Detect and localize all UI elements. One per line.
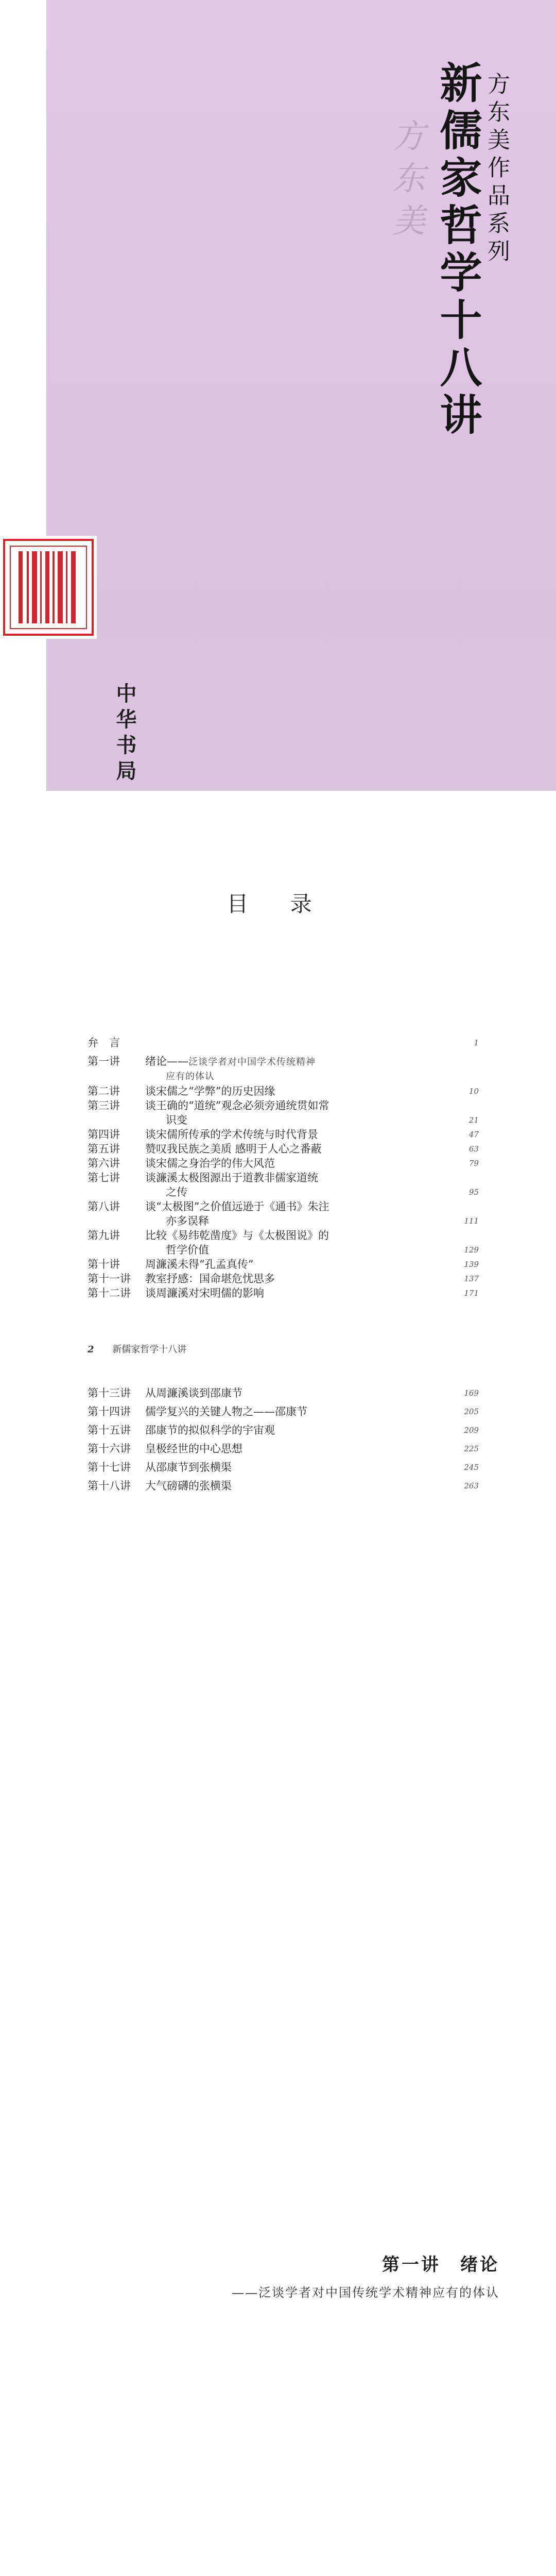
toc-entry-label: 第八讲 [88, 1200, 120, 1213]
chapter-title: 第一讲 绪论 [382, 2255, 499, 2275]
toc-entry-page: 205 [464, 1407, 479, 1416]
toc-entry-page: 95 [468, 1188, 479, 1197]
toc-entry-label: 第十八讲 [88, 1480, 131, 1492]
toc-entry-page: 47 [468, 1130, 479, 1139]
toc-entry-label: 第一讲 [88, 1055, 120, 1067]
toc-entry-title: 谈宋儒之身治学的伟大风范 [145, 1157, 275, 1170]
toc-entry-page: 1 [474, 1038, 479, 1047]
running-head-title: 新儒家哲学十八讲 [112, 1344, 187, 1355]
toc-entry-subtitle: 泛谈学者对中国学术传统精神 [188, 1057, 316, 1067]
toc-entry-continuation: 之传 [166, 1186, 187, 1198]
toc-entry[interactable] [88, 1479, 479, 1493]
toc-entry-page: 171 [464, 1289, 479, 1298]
toc-heading: 目 录 [227, 891, 329, 917]
toc-entry-title: 谈宋儒之“学弊”的历史因缘 [145, 1085, 275, 1097]
toc-entry[interactable] [88, 1272, 479, 1286]
toc-entry-title: 儒学复兴的关键人物之——邵康节 [145, 1405, 307, 1418]
toc-entry-title: 谈濂溪太极图源出于道教非儒家道统 [145, 1172, 318, 1184]
toc-entry[interactable] [88, 1054, 479, 1084]
author-signature: 方东美 [387, 118, 425, 245]
toc-entry[interactable] [88, 1423, 479, 1437]
toc-list [88, 1036, 479, 1300]
toc-entry-label: 第十四讲 [88, 1405, 131, 1418]
toc-entry-continuation: 识变 [166, 1114, 187, 1126]
toc-entry-label: 第五讲 [88, 1143, 120, 1155]
toc-entry-title: 赞叹我民族之美质 感明于人心之番蔽 [145, 1143, 322, 1155]
library-stamp [0, 536, 97, 639]
toc-entry-title: 谈周濂溪对宋明儒的影响 [145, 1287, 264, 1299]
toc-list-continued [88, 1386, 479, 1497]
toc-entry-continuation: 哲学价值 [166, 1244, 209, 1256]
toc-entry-label: 第十三讲 [88, 1387, 131, 1399]
toc-entry-page: 129 [464, 1245, 479, 1255]
toc-entry-page: 169 [464, 1388, 479, 1398]
toc-entry-page: 79 [468, 1159, 479, 1168]
toc-entry[interactable] [88, 1098, 479, 1127]
toc-entry[interactable] [88, 1142, 479, 1156]
toc-entry-title: 从周濂溪谈到邵康节 [145, 1387, 242, 1399]
toc-entry-page: 225 [464, 1444, 479, 1453]
toc-entry-page: 63 [468, 1144, 479, 1154]
toc-entry-title: 邵康节的拟似科学的宇宙观 [145, 1424, 275, 1436]
toc-entry-label: 弁 言 [88, 1037, 120, 1049]
toc-entry-label: 第六讲 [88, 1157, 120, 1170]
toc-entry-label: 第十七讲 [88, 1461, 131, 1473]
toc-entry-page: 263 [464, 1481, 479, 1490]
toc-entry[interactable] [88, 1460, 479, 1475]
toc-entry-title: 谈宋儒所传承的学术传统与时代背景 [145, 1128, 318, 1141]
toc-entry[interactable] [88, 1228, 479, 1257]
publisher-name: 中华书局 [113, 683, 137, 786]
toc-entry-title: 皇极经世的中心思想 [145, 1443, 242, 1455]
toc-entry-page: 209 [464, 1426, 479, 1435]
toc-entry-title: 谈王确的“道统”观念必须旁通统贯如常 [145, 1099, 329, 1112]
toc-entry-title: 比较《易纬乾凿度》与《太极图说》的 [145, 1229, 329, 1242]
toc-entry-label: 第十六讲 [88, 1443, 131, 1455]
toc-entry-label: 第九讲 [88, 1229, 120, 1242]
toc-entry-label: 第二讲 [88, 1085, 120, 1097]
book-title: 新儒家哲学十八讲 [433, 61, 482, 440]
toc-entry[interactable] [88, 1084, 479, 1098]
toc-entry-page: 10 [468, 1087, 479, 1096]
toc-entry-title: 教室抒感：国命堪危忧思多 [145, 1273, 275, 1285]
toc-entry[interactable] [88, 1257, 479, 1272]
running-head [88, 1342, 186, 1355]
toc-entry-continuation: 亦多误释 [166, 1215, 209, 1227]
toc-entry[interactable] [88, 1386, 479, 1400]
toc-entry-title: 周濂溪未得“孔孟真传” [145, 1258, 254, 1270]
toc-entry[interactable] [88, 1286, 479, 1300]
toc-entry-continuation: 应有的体认 [166, 1071, 215, 1082]
chapter-subtitle: ——泛谈学者对中国传统学术精神应有的体认 [232, 2285, 499, 2300]
toc-entry-label: 第十五讲 [88, 1424, 131, 1436]
toc-entry-label: 第十一讲 [88, 1273, 131, 1285]
toc-entry[interactable] [88, 1171, 479, 1199]
toc-entry[interactable] [88, 1127, 479, 1142]
toc-entry[interactable] [88, 1442, 479, 1456]
toc-entry-page: 111 [464, 1216, 479, 1226]
toc-entry-title: 从邵康节到张横渠 [145, 1461, 232, 1473]
toc-entry-label: 第三讲 [88, 1099, 120, 1112]
toc-entry-label: 第十二讲 [88, 1287, 131, 1299]
toc-entry-label: 第七讲 [88, 1172, 120, 1184]
toc-entry-title: 绪论—— [145, 1055, 188, 1067]
toc-entry-page: 245 [464, 1463, 479, 1472]
toc-entry[interactable] [88, 1199, 479, 1228]
running-head-page-number: 2 [88, 1344, 94, 1355]
toc-entry[interactable] [88, 1404, 479, 1419]
series-name: 方东美作品系列 [483, 72, 510, 267]
toc-entry-page: 21 [468, 1115, 479, 1125]
toc-entry-title: 谈“太极图”之价值远逊于《通书》朱注 [145, 1200, 329, 1213]
toc-entry-page: 137 [464, 1274, 479, 1283]
toc-entry-label: 第十讲 [88, 1258, 120, 1270]
toc-entry[interactable] [88, 1156, 479, 1171]
toc-entry-page: 139 [464, 1260, 479, 1269]
book-cover [0, 0, 556, 791]
toc-entry-label: 第四讲 [88, 1128, 120, 1141]
toc-entry-title: 大气磅礴的张横渠 [145, 1480, 232, 1492]
